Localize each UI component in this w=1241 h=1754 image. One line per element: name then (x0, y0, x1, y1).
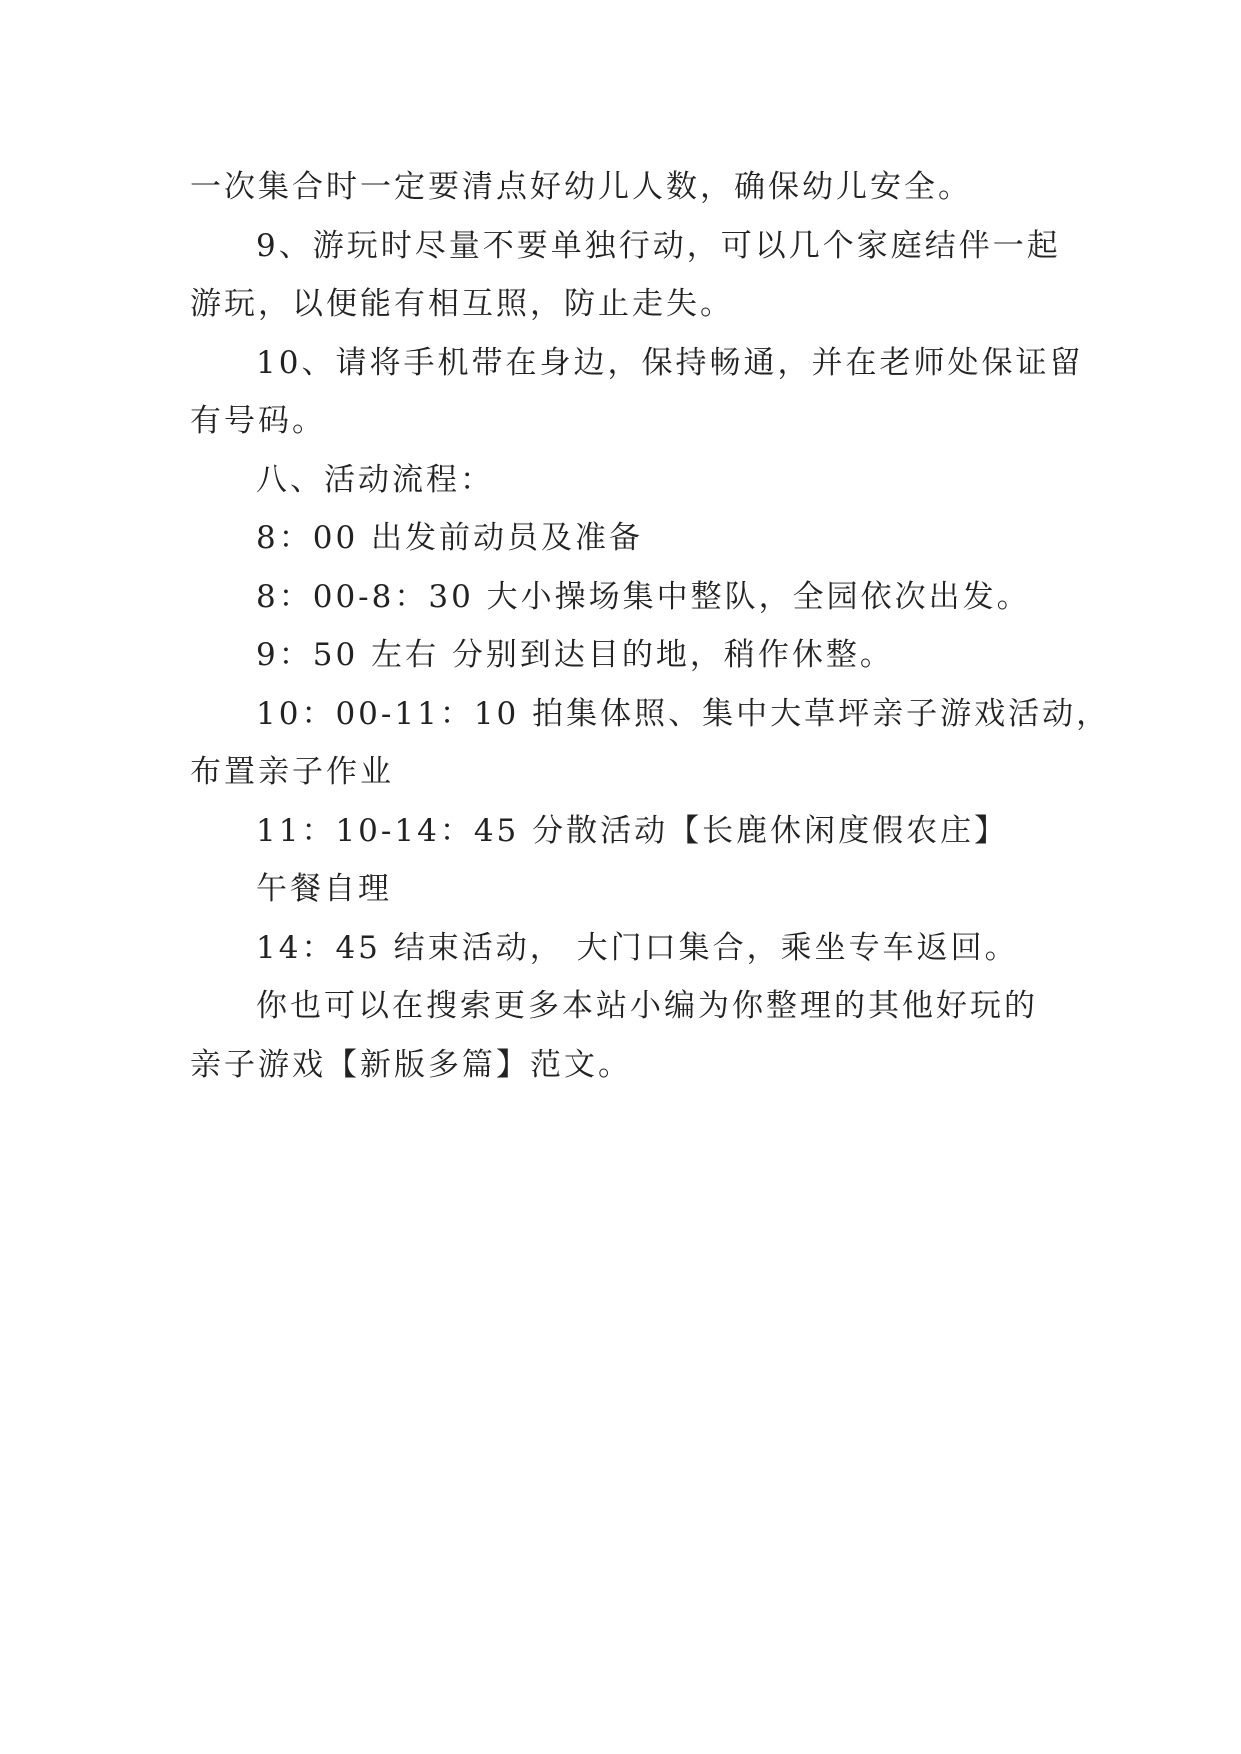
body-line: 有号码。 (190, 403, 326, 439)
body-line: 游玩，以便能有相互照，防止走失。 (190, 286, 734, 322)
document-body (190, 158, 1111, 1094)
closing-paragraph: 你也可以在搜索更多本站小编为你整理的其他好玩的 (256, 988, 1038, 1024)
schedule-item: 9：50 左右 分别到达目的地，稍作休整。 (256, 637, 894, 673)
closing-paragraph-continuation: 亲子游戏【新版多篇】范文。 (190, 1046, 632, 1083)
schedule-item: 午餐自理 (256, 871, 392, 907)
schedule-item: 14：45 结束活动， 大门口集合，乘坐专车返回。 (256, 929, 1019, 966)
schedule-item: 8：00-8：30 大小操场集中整队，全园依次出发。 (256, 578, 1031, 615)
body-line: 9、游玩时尽量不要单独行动，可以几个家庭结伴一起 (256, 227, 1061, 264)
section-heading: 八、活动流程： (256, 461, 494, 498)
schedule-item: 11：10-14：45 分散活动【长鹿休闲度假农庄】 (256, 812, 1009, 849)
body-line: 10、请将手机带在身边，保持畅通，并在老师处保证留 (256, 344, 1084, 381)
schedule-item-continuation: 布置亲子作业 (190, 754, 394, 790)
schedule-item: 8：00 出发前动员及准备 (256, 520, 644, 556)
body-line: 一次集合时一定要清点好幼儿人数，确保幼儿安全。 (190, 169, 972, 205)
schedule-item: 10：00-11：10 拍集体照、集中大草坪亲子游戏活动， (256, 695, 1111, 732)
